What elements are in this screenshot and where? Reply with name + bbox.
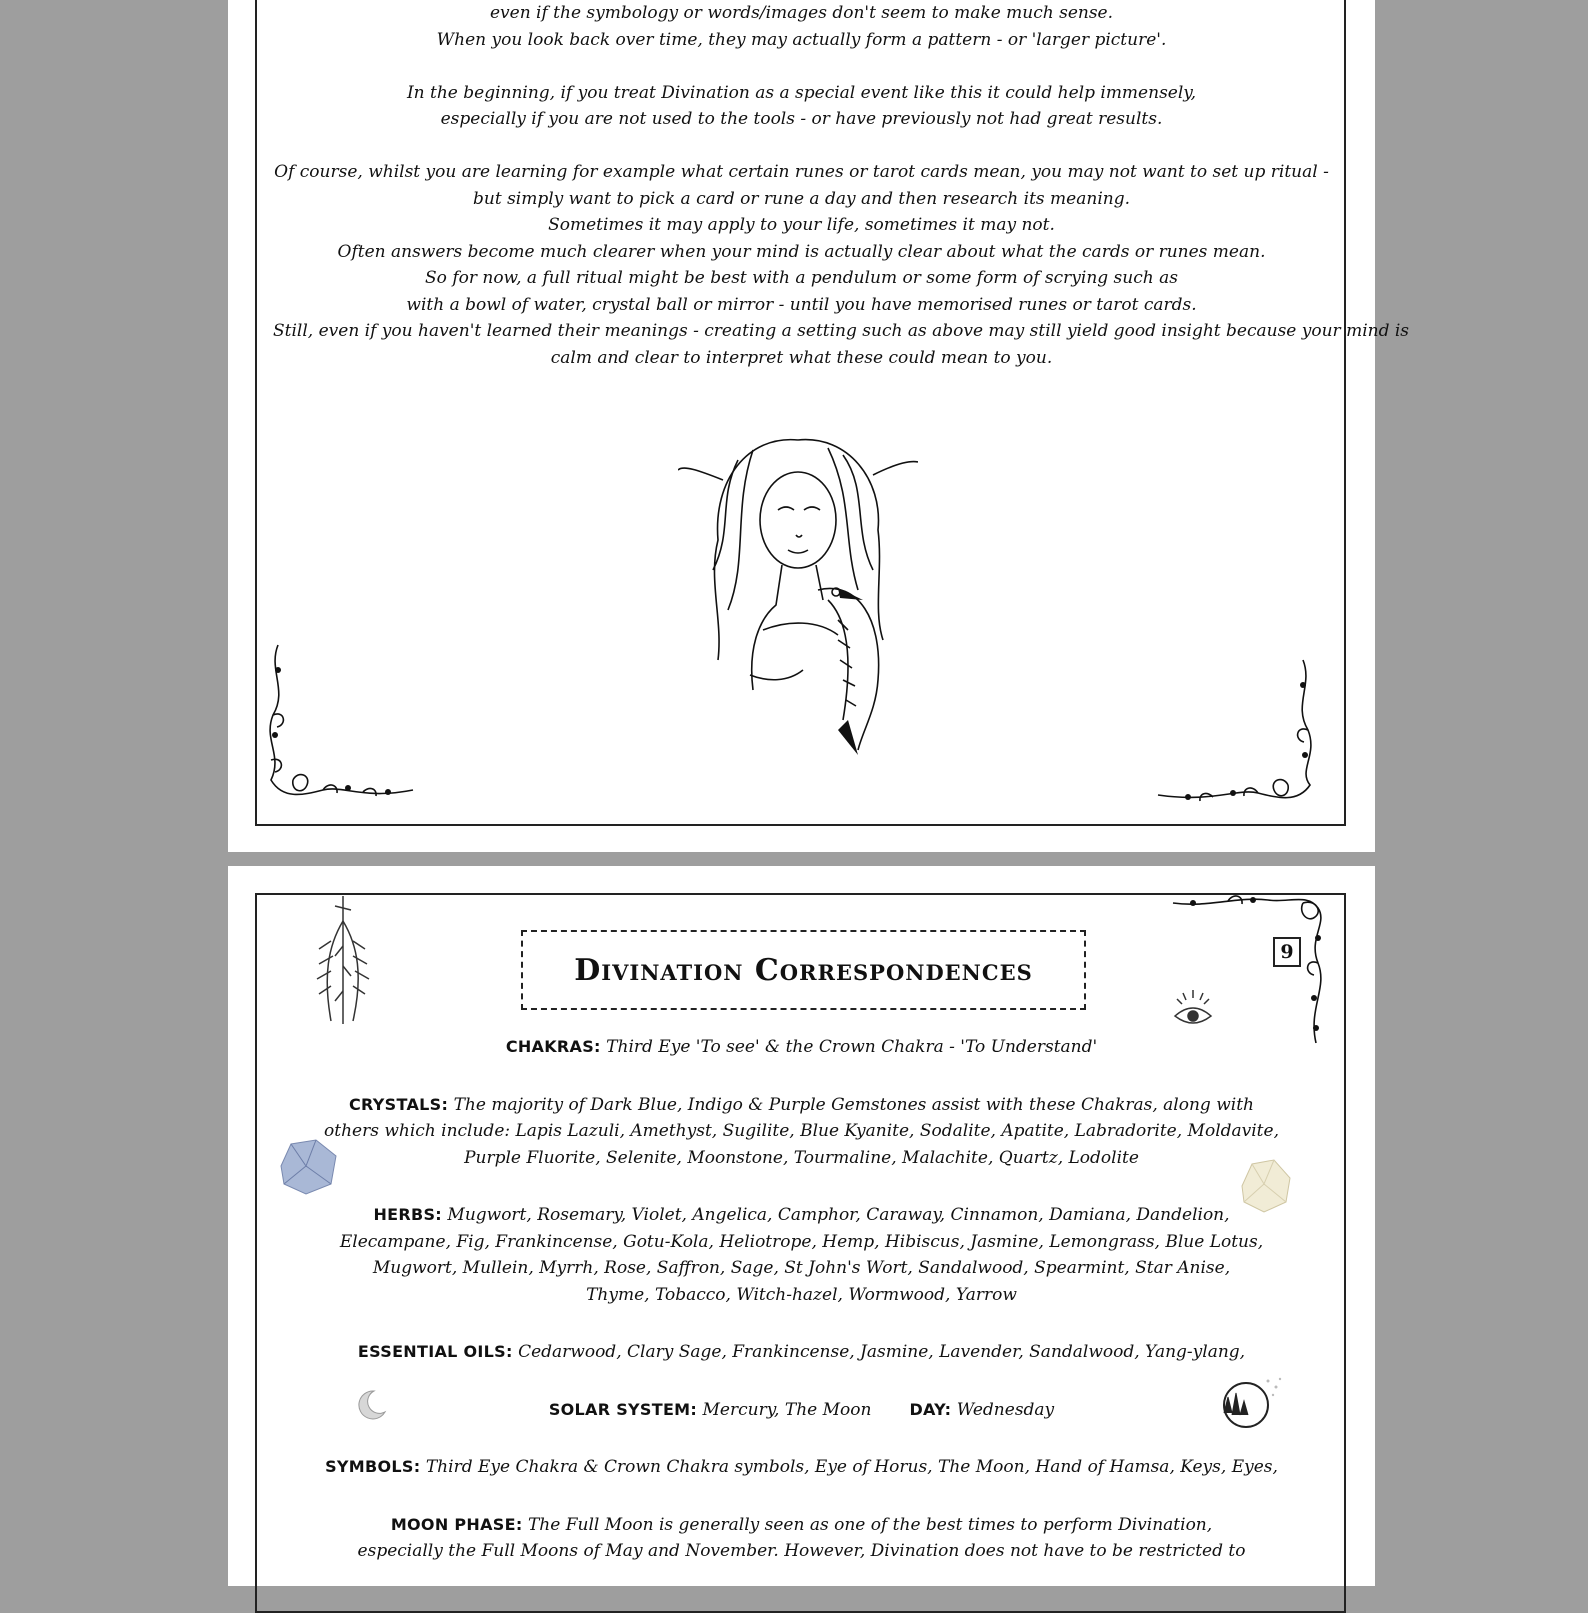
text-line: Sometimes it may apply to your life, sometimes it may not. — [548, 215, 1055, 235]
text-line: Mugwort, Rosemary, Violet, Angelica, Camphor, Caraway, Cinnamon, Damiana, Dandelion, — [447, 1205, 1230, 1225]
paragraph — [273, 0, 1330, 53]
text-line: but simply want to pick a card or rune a day and then research its meaning. — [473, 188, 1130, 209]
text-line: Often answers become much clearer when your mind is actually clear about what the cards or runes mean. — [337, 241, 1266, 262]
text-line: especially if you are not used to the tools - or have previously not had great results. — [440, 109, 1163, 129]
paragraph — [273, 80, 1330, 133]
solar-system-text: Mercury, The Moon — [702, 1399, 872, 1420]
text-line: The majority of Dark Blue, Indigo & Purple Gemstones assist with these Chakras, along with — [453, 1094, 1254, 1115]
corner-vine-ornament — [1153, 655, 1318, 810]
herb-bundle-icon — [313, 896, 373, 1026]
moon-phase-label: MOON PHASE: — [390, 1514, 523, 1534]
page-number: 9 — [1273, 937, 1301, 967]
solar-day-section — [273, 1397, 1330, 1424]
document-page-lower — [228, 866, 1375, 1586]
chakras-section — [273, 1034, 1330, 1061]
text-line: Of course, whilst you are learning for example what certain runes or tarot cards mean, you may not want to set up ritual - — [274, 162, 1329, 182]
text-line: The Full Moon is generally seen as one of the best times to perform Divination, — [527, 1514, 1213, 1535]
day-text: Wednesday — [956, 1399, 1055, 1420]
essential-oils-label: ESSENTIAL OILS: — [357, 1342, 513, 1361]
paragraph — [273, 159, 1410, 371]
eye-icon — [1173, 986, 1213, 1030]
day-label: DAY: — [909, 1399, 952, 1419]
chakras-text: Third Eye 'To see' & the Crown Chakra - 'To Understand' — [606, 1037, 1098, 1057]
text-line: Purple Fluorite, Selenite, Moonstone, Tourmaline, Malachite, Quartz, Lodolite — [464, 1147, 1139, 1168]
crystals-section — [273, 1092, 1330, 1172]
text-line: Thyme, Tobacco, Witch-hazel, Wormwood, Yarrow — [586, 1284, 1017, 1305]
text-line: In the beginning, if you treat Divination as a special event like this it could help immensely, — [406, 82, 1197, 103]
text-line: especially the Full Moons of May and November. However, Divination does not have to be restricted to — [357, 1541, 1246, 1561]
essential-oils-section — [273, 1339, 1330, 1366]
document-page-upper — [228, 0, 1410, 852]
chakras-label: CHAKRAS: — [505, 1037, 601, 1056]
correspondences-text — [273, 1034, 1330, 1596]
symbols-section — [273, 1454, 1330, 1481]
herbs-section — [273, 1202, 1330, 1308]
moon-phase-section — [273, 1512, 1330, 1565]
crystals-label: CRYSTALS: — [349, 1094, 449, 1114]
text-line: Still, even if you haven't learned their meanings - creating a setting such as above may still yield good insight because your mind is — [273, 321, 1410, 341]
text-line: others which include: Lapis Lazuli, Amethyst, Sugilite, Blue Kyanite, Sodalite, Apatite, Labradorite, Moldavite, — [324, 1121, 1279, 1141]
page-title: Divination Correspondences — [574, 952, 1033, 988]
symbols-label: SYMBOLS: — [325, 1457, 421, 1476]
text-line: Elecampane, Fig, Frankincense, Gotu-Kola, Heliotrope, Hemp, Hibiscus, Jasmine, Lemongrass, Blue Lotus, — [339, 1231, 1264, 1252]
text-line: Mugwort, Mullein, Myrrh, Rose, Saffron, Sage, St John's Wort, Sandalwood, Spearmint, Star Anise, — [372, 1258, 1231, 1278]
text-line: even if the symbology or words/images don't seem to make much sense. — [489, 3, 1114, 23]
corner-vine-ornament — [263, 640, 423, 810]
text-line: calm and clear to interpret what these could mean to you. — [550, 347, 1053, 368]
section-title-box — [521, 930, 1086, 1010]
solar-system-label: SOLAR SYSTEM: — [548, 1399, 698, 1419]
text-line: with a bowl of water, crystal ball or mirror - until you have memorised runes or tarot cards. — [406, 294, 1197, 315]
text-line: When you look back over time, they may actually form a pattern - or 'larger picture'. — [436, 29, 1167, 50]
herbs-label: HERBS: — [373, 1205, 442, 1224]
page-body-text — [273, 0, 1410, 398]
text-line: So for now, a full ritual might be best with a pendulum or some form of scrying such as — [425, 268, 1178, 288]
essential-oils-text: Cedarwood, Clary Sage, Frankincense, Jasmine, Lavender, Sandalwood, Yang-ylang, — [518, 1342, 1246, 1362]
symbols-text: Third Eye Chakra & Crown Chakra symbols, Eye of Horus, The Moon, Hand of Hamsa, Keys, Eyes, — [425, 1457, 1278, 1477]
woman-with-bird-illustration — [678, 420, 918, 760]
